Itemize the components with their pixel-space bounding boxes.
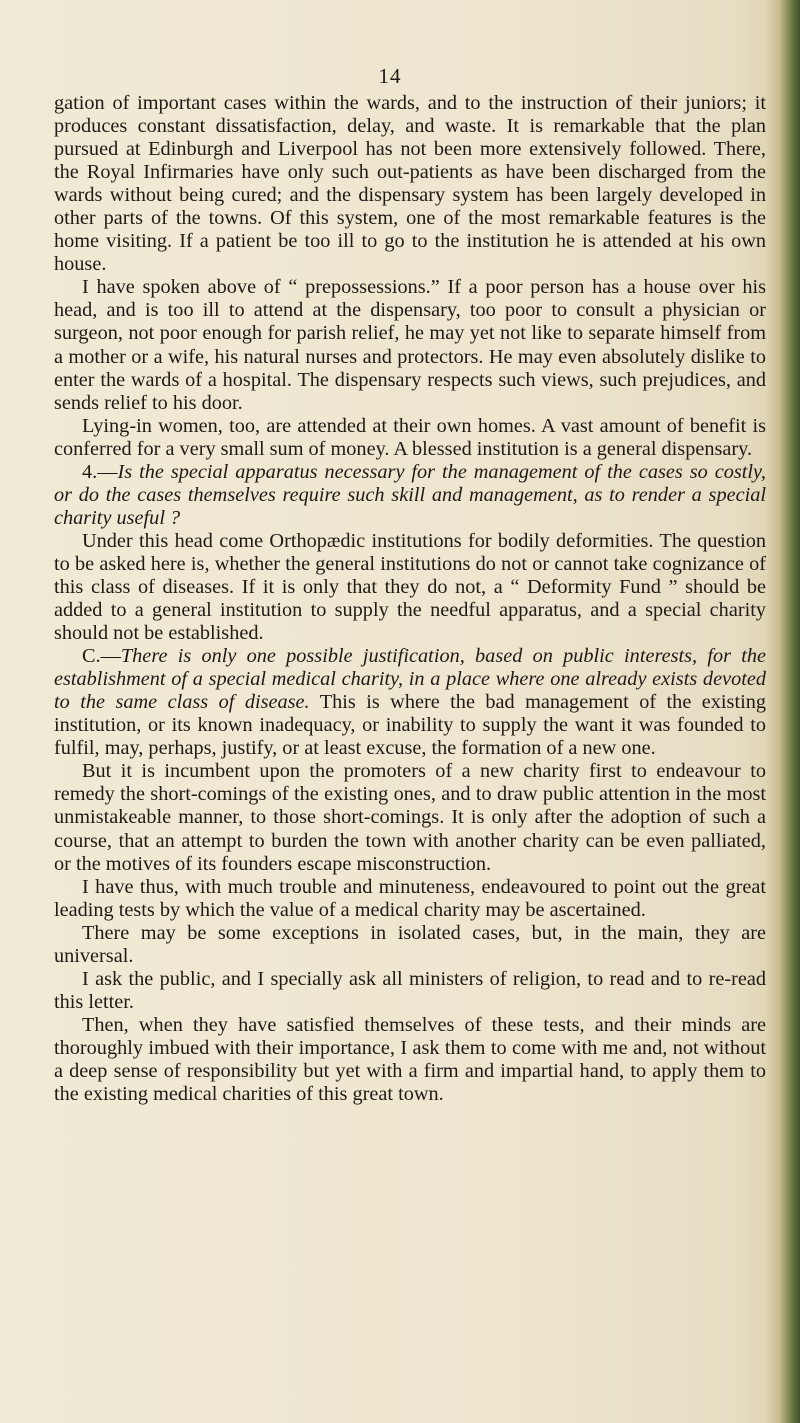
question-4-text: Is the special apparatus necessary for the management of the cases so costly, or do the cases themselves require such skill and management, as to render a special charity useful ? [54,460,766,529]
paragraph-7: But it is incumbent upon the promoters of a new charity first to endeavour to remedy the short-comings of the existing ones, and to draw public attention in the most unmistakeable manner, to those short-comings. It is only after the adoption of such a course, that an attempt to burden the town with another charity can be even palliated, or the motives of its founders escape misconstruction. [54,760,766,875]
question-4 [54,461,766,530]
paragraph-2: I have spoken above of “ prepossessions.” If a poor person has a house over his head, and is too ill to attend at the dispensary, too poor to consult a physician or surgeon, not poor enough for parish relief, he may yet not like to separate himself from a mother or a wife, his natural nurses and protectors. He may even absolutely dislike to enter the wards of a hospital. The dispensary respects such views, such prejudices, and sends relief to his door. [54,276,766,414]
page-number: 14 [378,64,402,88]
question-4-label: 4.— [82,460,118,483]
question-c [54,645,766,760]
paragraph-8: I have thus, with much trouble and minuteness, endeavoured to point out the great leading tests by which the value of a medical charity may be ascertained. [54,875,766,921]
paragraph-10: I ask the public, and I specially ask all ministers of religion, to read and to re-read this letter. [54,967,766,1013]
body-text [54,92,766,1106]
paragraph-5: Under this head come Orthopædic institutions for bodily deformities. The question to be asked here is, whether the general institutions do not or cannot take cognizance of this class of diseases. If it is only that they do not, a “ Deformity Fund ” should be added to a general institution to supply the needful apparatus, and a special charity should not be established. [54,529,766,645]
paragraph-1: gation of important cases within the wards, and to the instruction of their juniors; it produces constant dissatisfaction, delay, and waste. It is remarkable that the plan pursued at Edinburgh and Liverpool has not been more extensively followed. There, the Royal Infirmaries have only such out-patients as have been discharged from the wards without being cured; and the dispensary system has been largely developed in other parts of the towns. Of this system, one of the most remarkable features is the home visiting. If a patient be too ill to go to the institution he is attended at his own house. [54,92,766,276]
page-edge-stain [766,0,800,1423]
paragraph-3: Lying-in women, too, are attended at their own homes. A vast amount of benefit is conferred for a very small sum of money. A blessed institution is a general dispensary. [54,414,766,460]
question-c-label: C.— [82,645,121,668]
paragraph-11: Then, when they have satisfied themselves of these tests, and their minds are thoroughly imbued with their importance, I ask them to come with me and, not without a deep sense of responsibility but yet with a firm and impartial hand, to apply them to the existing medical charities of this great town. [54,1013,766,1106]
question-c-tail: This is where the bad management of the existing institution, or its known inadequacy, or inability to supply the want it was founded to fulfil, may, perhaps, justify, or at least excuse, the formation of a new one. [54,691,766,760]
question-c-text: There is only one possible justification, based on public interests, for the establishment of a special medical charity, in a place where one already exists devoted to the same class of disease. [54,645,766,714]
paragraph-9: There may be some exceptions in isolated cases, but, in the main, they are universal. [54,921,766,967]
